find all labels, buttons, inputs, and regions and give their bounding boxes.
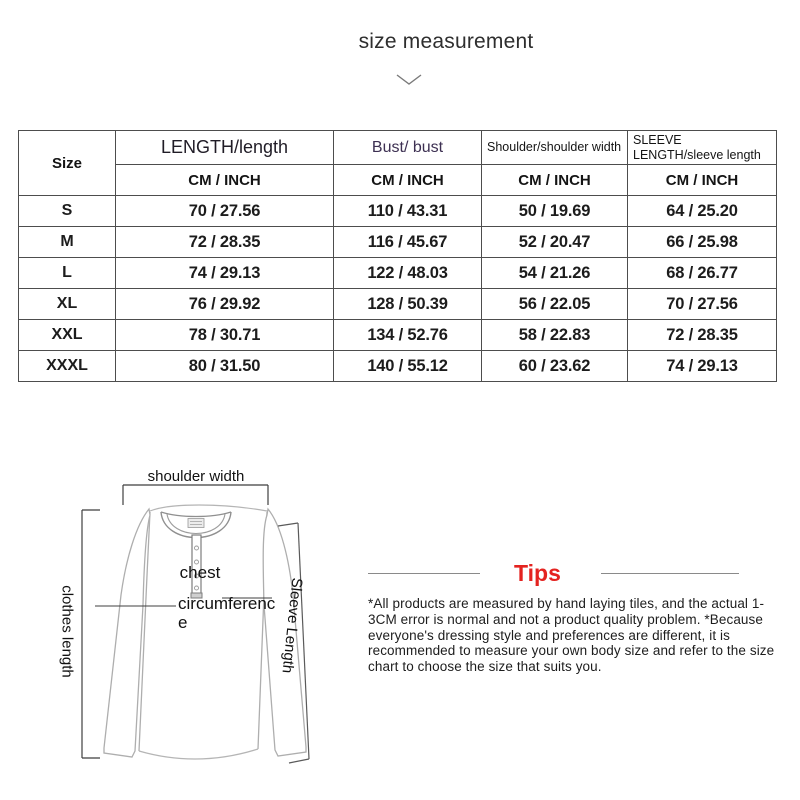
size-label: XXL [19,320,116,351]
sleeve-value: 70 / 27.56 [628,289,777,320]
chevron-down-icon [396,74,422,86]
length-value: 80 / 31.50 [116,351,334,382]
sleeve-value: 74 / 29.13 [628,351,777,382]
table-header-row [19,131,777,165]
bust-value: 122 / 48.03 [334,258,482,289]
chest-label: chest [179,563,221,582]
column-header-sleeve: SLEEVE LENGTH/sleeve length [628,131,777,165]
column-header-length: LENGTH/length [116,131,334,165]
table-row [19,258,777,289]
length-value: 70 / 27.56 [116,196,334,227]
table-row [19,351,777,382]
shoulder-width-measure-line [123,485,268,505]
shoulder-value: 60 / 23.62 [482,351,628,382]
unit-header-sleeve: CM / INCH [628,165,777,196]
column-header-bust: Bust/ bust [334,131,482,165]
unit-header-shoulder: CM / INCH [482,165,628,196]
length-value: 74 / 29.13 [116,258,334,289]
shoulder-value: 56 / 22.05 [482,289,628,320]
tips-header [368,558,788,588]
column-header-size: Size [19,131,116,196]
page-title: size measurement [358,30,534,53]
size-label: S [19,196,116,227]
shoulder-value: 58 / 22.83 [482,320,628,351]
bust-value: 110 / 43.31 [334,196,482,227]
column-header-shoulder: Shoulder/shoulder width [482,131,628,165]
unit-header-length: CM / INCH [116,165,334,196]
shoulder-value: 50 / 19.69 [482,196,628,227]
clothes-length-measure-line [82,510,100,758]
size-table [18,130,777,382]
tips-body-text: *All products are measured by hand laying tiles, and the actual 1-3CM error is normal and not a product quality problem. *Because everyone's dressing style and preferences are different, it is recommended to measure your own body size and refer to the size chart to choose the size that suits you. [368,596,775,675]
sleeve-value: 64 / 25.20 [628,196,777,227]
length-value: 76 / 29.92 [116,289,334,320]
circumference-label: circumference [178,594,276,632]
bust-value: 116 / 45.67 [334,227,482,258]
table-row [19,289,777,320]
sleeve-value: 66 / 25.98 [628,227,777,258]
shoulder-value: 54 / 21.26 [482,258,628,289]
shoulder-width-label: shoulder width [147,468,245,485]
tips-divider-right [601,573,739,574]
table-unit-row [19,165,777,196]
clothes-length-label: clothes length [58,585,76,678]
tips-section [368,558,788,675]
length-value: 72 / 28.35 [116,227,334,258]
size-label: XXXL [19,351,116,382]
shirt-measurement-diagram [40,455,370,800]
tips-divider-left [368,573,480,574]
length-value: 78 / 30.71 [116,320,334,351]
size-label: M [19,227,116,258]
table-row [19,320,777,351]
sleeve-length-label: Sleeve Length [278,576,306,675]
table-row [19,196,777,227]
unit-header-bust: CM / INCH [334,165,482,196]
size-label: XL [19,289,116,320]
tips-title: Tips [514,559,561,586]
shoulder-value: 52 / 20.47 [482,227,628,258]
collar-tag [188,519,204,528]
bust-value: 128 / 50.39 [334,289,482,320]
bust-value: 140 / 55.12 [334,351,482,382]
table-row [19,227,777,258]
bust-value: 134 / 52.76 [334,320,482,351]
sleeve-value: 68 / 26.77 [628,258,777,289]
sleeve-value: 72 / 28.35 [628,320,777,351]
size-label: L [19,258,116,289]
